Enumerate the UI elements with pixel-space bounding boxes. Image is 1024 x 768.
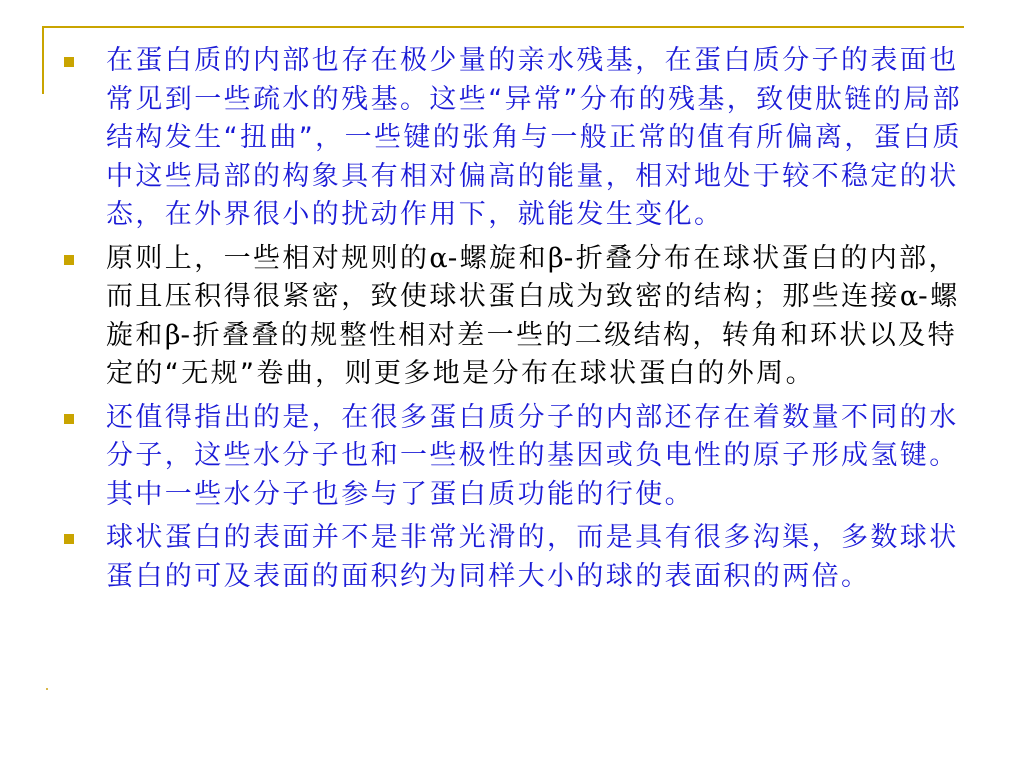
alpha-symbol: α <box>899 281 919 312</box>
slide-content <box>62 42 962 601</box>
bullet-text-3: 还值得指出的是，在很多蛋白质分子的内部还存在着数量不同的水分子，这些水分子也和一些极性的基因或负电性的原子形成氢键。其中一些水分子也参与了蛋白质功能的行使。 <box>106 401 959 510</box>
square-bullet-icon <box>64 255 74 265</box>
slide-frame-left-line <box>42 26 44 94</box>
slide-decor-dot <box>46 688 48 690</box>
bullet-text-2-part-1: 原则上，一些相对规则的 <box>106 242 430 274</box>
bullet-text-1: 在蛋白质的内部也存在极少量的亲水残基，在蛋白质分子的表面也常见到一些疏水的残基。这些“异常”分布的残基，致使肽链的局部结构发生“扭曲”，一些键的张角与一般正常的值有所偏离，蛋白质中这些局部的构象具有相对偏高的能量，相对地处于较不稳定的状态，在外界很小的扰动作用下，就能发生变化。 <box>106 45 962 230</box>
bullet-item-1 <box>62 42 962 235</box>
square-bullet-icon <box>64 57 74 67</box>
bullet-text-2 <box>106 240 962 394</box>
bullet-text-4: 球状蛋白的表面并不是非常光滑的，而是具有很多沟渠，多数球状蛋白的可及表面的面积约为同样大小的球的表面积的两倍。 <box>106 522 959 592</box>
bullet-text-2-part-4: -螺旋和 <box>106 281 960 351</box>
square-bullet-icon <box>64 414 74 424</box>
square-bullet-icon <box>64 534 74 544</box>
alpha-symbol: α <box>429 242 448 274</box>
bullet-item-3 <box>62 399 962 515</box>
bullet-text-2-part-3: -折叠分布在球状蛋白的内部，而且压积得很紧密，致使球状蛋白成为致密的结构；那些连接 <box>106 242 958 312</box>
bullet-text-2-part-5: -折叠叠的规整性相对差一些的二级结构，转角和环状以及特定的“无规”卷曲，则更多地是分布在球状蛋白的外周。 <box>106 319 957 389</box>
beta-symbol: β <box>547 242 564 274</box>
bullet-item-4 <box>62 519 962 596</box>
beta-symbol: β <box>164 319 181 351</box>
bullet-text-2-part-2: -螺旋和 <box>447 242 548 274</box>
bullet-item-2 <box>62 240 962 394</box>
slide-frame-top-line <box>42 26 964 28</box>
